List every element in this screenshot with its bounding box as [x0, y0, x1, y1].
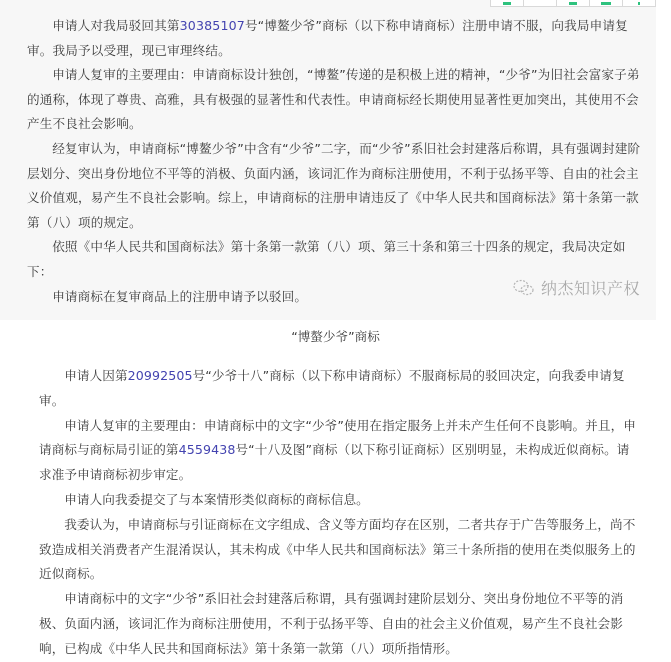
paragraph: [39, 364, 642, 414]
watermark-text: 纳杰知识产权: [541, 279, 641, 298]
table-cell: [491, 0, 524, 6]
check-mark-icon: [601, 2, 611, 5]
table-cell: [524, 0, 557, 6]
paragraph-text: 申请人复审的主要理由：申请商标中的文字“少爷”使用在指定服务上并未产生任何不良影响。并且，申请商标与商标局引证的第: [39, 417, 636, 458]
watermark: [513, 276, 640, 299]
figure-caption: “博螯少爷”商标: [291, 329, 380, 344]
paragraph: [27, 14, 641, 63]
paragraph: [39, 414, 642, 488]
paragraph-text: 申请人向我委提交了与本案情形类似商标的商标信息。: [64, 491, 369, 507]
paragraph-text: 申请商标在复审商品上的注册申请予以驳回。: [52, 288, 308, 304]
decision-section-1: [27, 14, 641, 309]
paragraph-text: 我委认为，申请商标与引证商标在文字组成、含义等方面均存在区别，二者共存于广告等服务上，尚不致造成相关消费者产生混淆误认，其未构成《中华人民共和国商标法》第三十条所指的使用在类似服务上的近似商标。: [39, 516, 636, 582]
paragraph-text: 号“十八及图”商标（以下称引证商标）区别明显，未构成近似商标。请求准予申请商标初步审定。: [39, 442, 630, 483]
paragraph-text: 号“少爷十八”商标（以下称申请商标）不服商标局的驳回决定，向我委申请复审。: [39, 368, 625, 408]
paragraph-text: 依照《中华人民共和国商标法》第十条第一款第（八）项、第三十条和第三十四条的规定，我局决定如下：: [27, 239, 626, 279]
table-cell: [623, 0, 656, 6]
paragraph-text: 申请人复审的主要理由：申请商标设计独创，“博鳌”传递的是积极上进的精神，“少爷”为旧社会富家子弟的通称，体现了尊贵、高雅，具有极强的显著性和代表性。申请商标经长期使用显著性更加突出，其使用不会产生不良社会影响。: [27, 67, 640, 132]
paragraph-text: 申请人对我局驳回其第: [52, 18, 180, 33]
paragraph: [39, 488, 642, 513]
check-mark-icon: [569, 2, 577, 5]
paragraph: [39, 513, 642, 587]
paragraph-text: 经复审认为，申请商标“博鳌少爷”中含有“少爷”二字，而“少爷”系旧社会封建落后称谓，具有强调封建阶层划分、突出身份地位不平等的消极、负面内涵，该词汇作为商标注册使用，不利于弘扬平等、自由的社会主义价值观，易产生不良社会影响。综上，申请商标的注册申请违反了《中华人民共和国商标法》第十条第一款第（八）项的规定。: [27, 140, 641, 230]
paragraph: [27, 63, 641, 137]
trademark-number: 30385107: [179, 18, 245, 33]
cropped-table-fragment: [490, 0, 656, 7]
paragraph: [27, 137, 641, 235]
table-cell: [557, 0, 590, 6]
trademark-number: 20992505: [127, 368, 193, 383]
decision-section-2: [39, 364, 642, 662]
paragraph-text: 申请人因第: [64, 368, 128, 383]
wechat-icon: [513, 279, 535, 297]
paragraph: [39, 587, 642, 661]
paragraph-text: 申请商标中的文字“少爷”系旧社会封建落后称谓，具有强调封建阶层划分、突出身份地位不平等的消极、负面内涵，该词汇作为商标注册使用，不利于弘扬平等、自由的社会主义价值观，易产生不良社会影响，已构成《中华人民共和国商标法》第十条第一款第（八）项所指情形。: [39, 591, 624, 656]
check-mark-icon: [503, 2, 511, 5]
paragraph-text: 号“博鳌少爷”商标（以下称申请商标）注册申请不服，向我局申请复审。我局予以受理，现已审理终结。: [27, 18, 628, 58]
check-mark-icon: [638, 2, 640, 5]
table-cell: [590, 0, 623, 6]
trademark-number: 4559438: [178, 442, 236, 458]
